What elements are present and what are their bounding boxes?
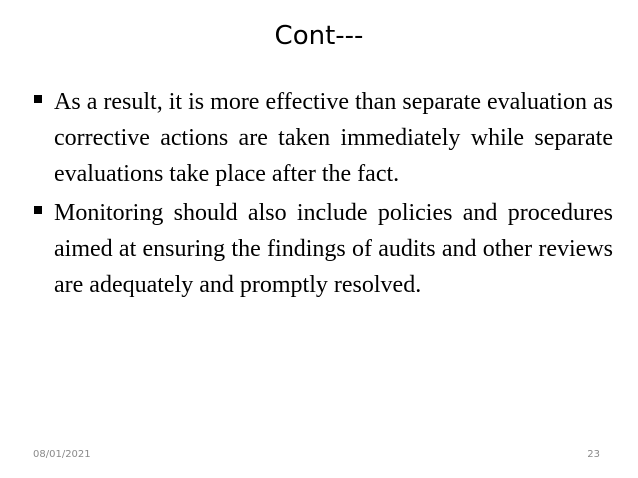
bullet-list bbox=[34, 84, 613, 306]
bullet-text: As a result, it is more effective than separate evaluation as corrective actions are taken immediately while separate evaluations take place after the fact. bbox=[54, 89, 613, 187]
square-bullet-icon bbox=[34, 95, 42, 103]
bullet-text: Monitoring should also include policies and procedures aimed at ensuring the findings of audits and other reviews are adequately and promptly resolved. bbox=[54, 200, 613, 298]
footer-date: 08/01/2021 bbox=[33, 449, 91, 460]
page-number: 23 bbox=[587, 449, 600, 460]
slide-title: Cont--- bbox=[274, 21, 364, 51]
bullet-item bbox=[34, 195, 613, 303]
bullet-item bbox=[34, 84, 613, 192]
square-bullet-icon bbox=[34, 206, 42, 214]
